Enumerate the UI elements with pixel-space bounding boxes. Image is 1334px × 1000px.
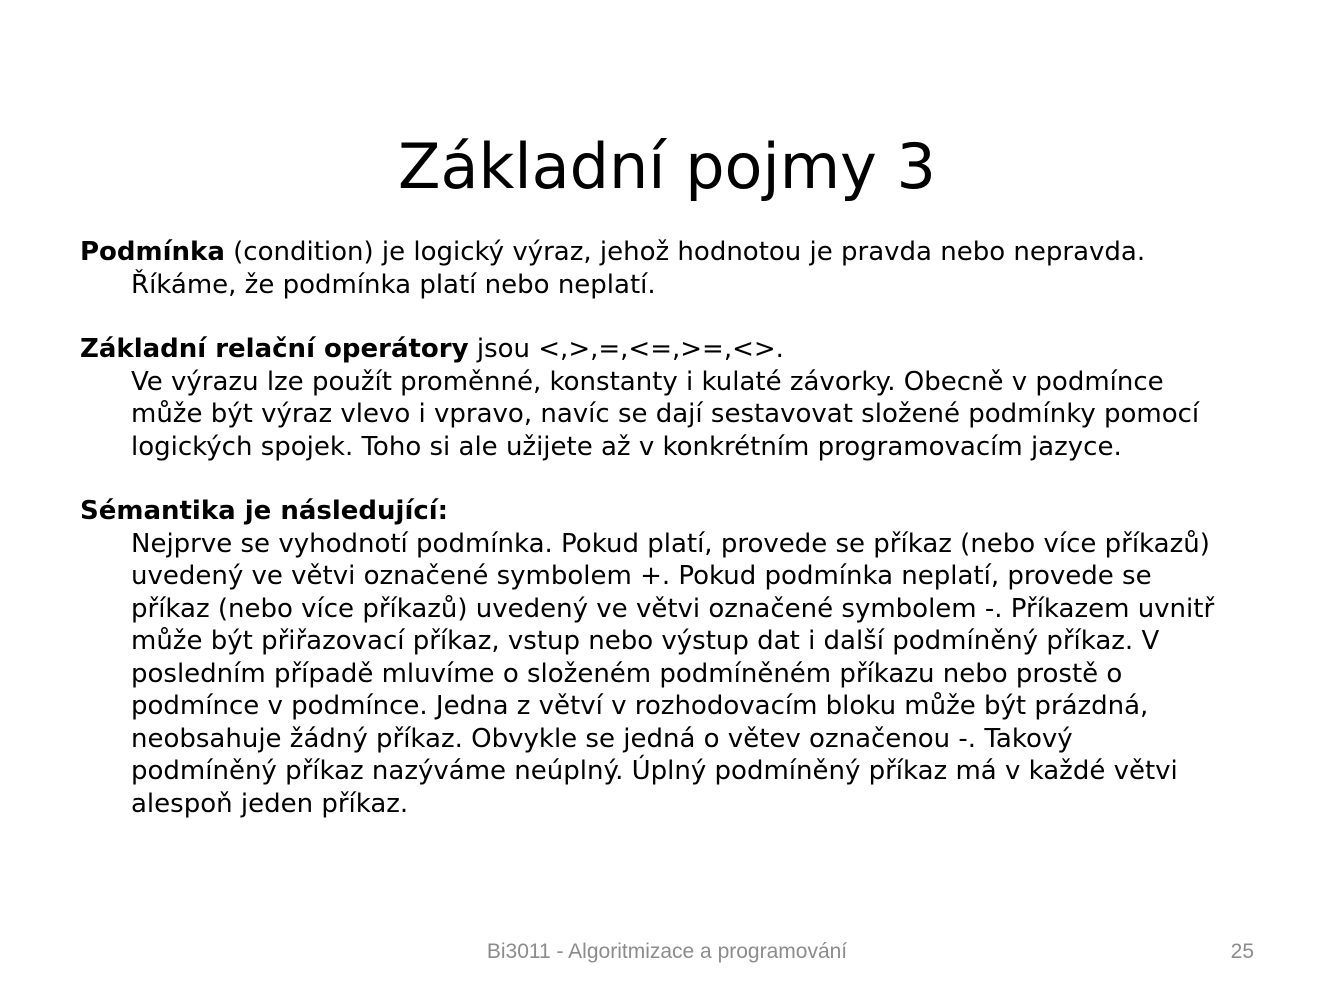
paragraph-line: Říkáme, že podmínka platí nebo neplatí. (131, 269, 656, 300)
paragraph-line: alespoň jeden příkaz. (131, 788, 409, 819)
paragraph-line: příkaz (nebo více příkazů) uvedený ve větvi označené symbolem -. Příkazem uvnitř (131, 593, 1215, 624)
paragraph-lead-text: (condition) je logický výraz, jehož hodnotou je pravda nebo nepravda. (224, 237, 1146, 267)
paragraph-lead-text: jsou <,>,=,<=,>=,<>. (468, 334, 784, 364)
paragraph-lead (80, 495, 1280, 528)
paragraph-line: Ve výrazu lze použít proměnné, konstanty i kulaté závorky. Obecně v podmínce (131, 366, 1164, 397)
footer-course-name: Bi3011 - Algoritmizace a programování (486, 940, 848, 963)
paragraph-lead (80, 333, 1280, 366)
paragraph-line: uvedený ve větvi označené symbolem +. Pokud podmínka neplatí, provede se (131, 561, 1152, 591)
slide-title: Základní pojmy 3 (398, 129, 936, 203)
paragraph-term: Sémantika je následující: (80, 496, 449, 526)
paragraph-line: podmíněný příkaz nazýváme neúplný. Úplný podmíněný příkaz má v každé větvi (131, 756, 1178, 786)
paragraph-term: Základní relační operátory (80, 334, 469, 364)
paragraph-line: Nejprve se vyhodnotí podmínka. Pokud platí, provede se příkaz (nebo více příkazů) (131, 528, 1210, 559)
paragraph-line: logických spojek. Toho si ale užijete až v konkrétním programovacím jazyce. (131, 431, 1122, 462)
paragraph-operators (80, 333, 1280, 463)
paragraph-line: podmínce v podmínce. Jedna z větví v rozhodovacím bloku může být prázdná, (131, 691, 1149, 721)
paragraph-line: posledním případě mluvíme o složeném podmíněném příkazu nebo prostě o (131, 658, 1123, 689)
slide-body (80, 236, 1280, 820)
paragraph-term: Podmínka (80, 237, 225, 267)
paragraph-semantics (80, 495, 1280, 820)
paragraph-lead (80, 236, 1280, 269)
paragraph-line: může být přiřazovací příkaz, vstup nebo výstup dat i další podmíněný příkaz. V (131, 626, 1160, 656)
paragraph-condition (80, 236, 1280, 301)
paragraph-line: může být výraz vlevo i vpravo, navíc se dají sestavovat složené podmínky pomocí (131, 399, 1200, 429)
footer-page-number: 25 (1230, 940, 1254, 963)
paragraph-line: neobsahuje žádný příkaz. Obvykle se jedná o větev označenou -. Takový (131, 723, 1073, 754)
